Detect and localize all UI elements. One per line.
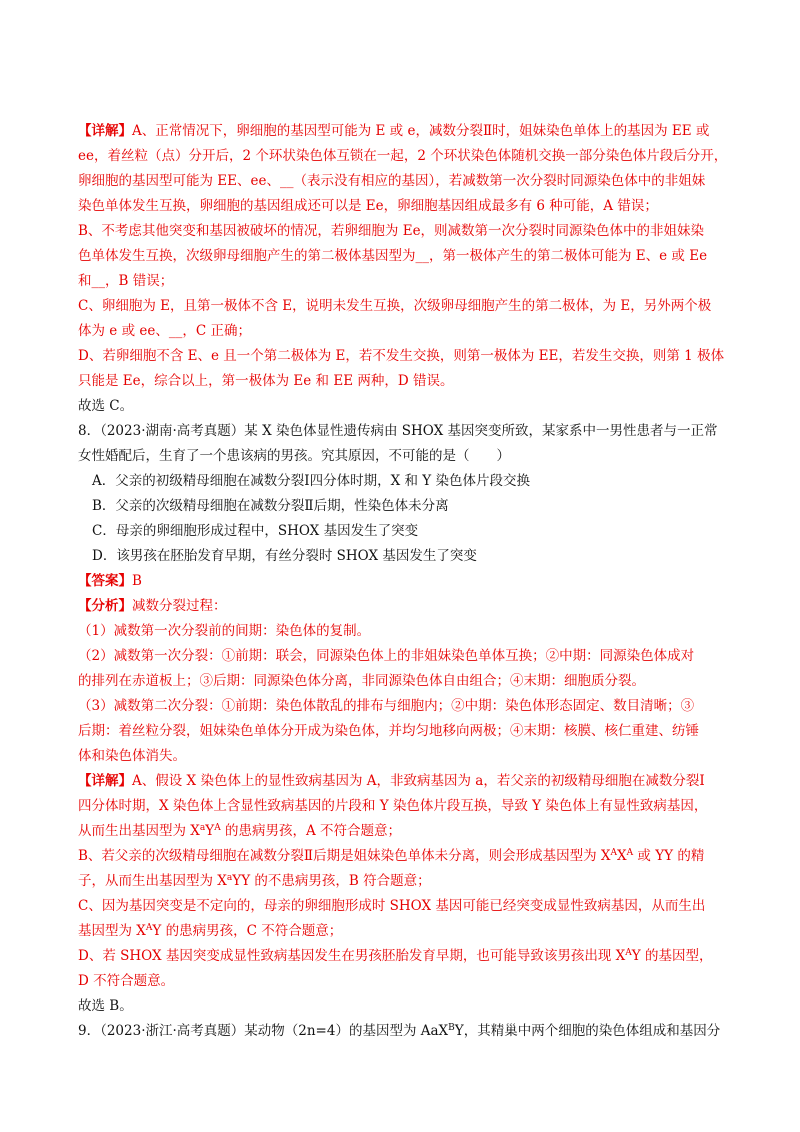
- q7-option-b-line-1: B、不考虑其他突变和基因被破坏的情况，若卵细胞为 Ee，则减数第一次分裂时同源染色体中的非姐妹染: [78, 223, 705, 239]
- q7-detail-line-3: 卵细胞的基因型可能为 EE、ee、__（表示没有相应的基因），若减数第一次分裂时同源染色体中的非姐妹: [78, 173, 706, 189]
- q8-detail-d-line-1: D、若 SHOX 基因突变成显性致病基因发生在男孩胚胎发育早期，也可能导致该男孩出现 $X^AY$ 的基因型，: [78, 948, 713, 964]
- q8-analysis-title: 【分析】减数分裂过程：: [78, 598, 227, 614]
- analysis-label: 【分析】: [78, 598, 132, 614]
- q8-stem-line-1: 8．（2023·湖南·高考真题）某 X 染色体显性遗传病由 SHOX 基因突变所致，某家系中一男性患者与一正常: [78, 423, 718, 439]
- q8-analysis-3-line-1: （3）减数第二次分裂：①前期：染色体散乱的排布与细胞内；②中期：染色体形态固定、数目清晰；③: [78, 698, 695, 714]
- q7-option-b-line-3: 和__，B 错误；: [78, 273, 174, 289]
- q8-stem-line-2: 女性婚配后，生育了一个患该病的男孩。究其原因，不可能的是（ ）: [78, 448, 510, 464]
- q7-option-d-line-2: 只能是 Ee，综合以上，第一极体为 Ee 和 EE 两种，D 错误。: [78, 373, 454, 389]
- q7-detail-line-4: 染色单体发生互换，卵细胞的基因组成还可以是 Ee，卵细胞基因组成最多有 6 种可能，A 错误；: [78, 198, 658, 214]
- q8-analysis-3-line-3: 体和染色体消失。: [78, 748, 186, 764]
- answer-value: B: [132, 573, 142, 589]
- q8-conclusion: 故选 B。: [78, 998, 133, 1014]
- q7-option-d-line-1: D、若卵细胞不含 E、e 且一个第二极体为 E，若不发生交换，则第一极体为 EE，若发生交换，则第 1 极体: [78, 348, 725, 364]
- q8-analysis-1: （1）减数第一次分裂前的间期：染色体的复制。: [78, 623, 371, 639]
- q8-option-c: C．母亲的卵细胞形成过程中，SHOX 基因发生了突变: [92, 523, 419, 539]
- q8-detail-a-line-2: 四分体时期，X 染色体上含显性致病基因的片段和 Y 染色体片段互换，导致 Y 染色体上有显性致病基因，: [78, 798, 708, 814]
- q7-detail-line-1: 【详解】A、正常情况下，卵细胞的基因型可能为 E 或 e，减数分裂Ⅱ时，姐妹染色单体上的基因为 EE 或: [78, 123, 710, 139]
- q8-answer: [78, 571, 142, 591]
- q8-analysis-3-line-2: 后期：着丝粒分裂，姐妹染色单体分开成为染色体，并均匀地移向两极；④末期：核膜、核仁重建、纺锤: [78, 723, 699, 739]
- q8-detail-a-line-3: 从而生出基因型为 $X^aY^A$ 的患病男孩，A 不符合题意；: [78, 823, 402, 839]
- q7-option-c-line-2: 体为 e 或 ee、__，C 正确；: [78, 323, 251, 339]
- q7-conclusion: 故选 C。: [78, 398, 134, 414]
- q8-detail-a-line-1: 【详解】A、假设 X 染色体上的显性致病基因为 A，非致病基因为 a，若父亲的初级精母细胞在减数分裂Ⅰ: [78, 773, 705, 789]
- q8-option-d: D．该男孩在胚胎发育早期，有丝分裂时 SHOX 基因发生了突变: [92, 548, 477, 564]
- q7-option-c-line-1: C、卵细胞为 E，且第一极体不含 E，说明未发生互换，次级卵母细胞产生的第二极体，为 E，另外两个极: [78, 298, 712, 314]
- q8-option-b: B．父亲的次级精母细胞在减数分裂Ⅱ后期，性染色体未分离: [92, 498, 449, 514]
- q8-detail-d-line-2: D 不符合题意。: [78, 973, 175, 989]
- q8-detail-c-line-2: 基因型为 $X^AY$ 的患病男孩，C 不符合题意；: [78, 923, 343, 939]
- q8-analysis-2-line-2: 的排列在赤道板上；③后期：同源染色体分离，非同源染色体自由组合；④末期：细胞质分裂。: [78, 673, 645, 689]
- q8-analysis-2-line-1: （2）减数第一次分裂：①前期：联会，同源染色体上的非姐妹染色单体互换；②中期：同源染色体成对: [78, 648, 695, 664]
- q8-detail-b-line-2: 子，从而生出基因型为 $X^aYY$ 的不患病男孩，B 符合题意；: [78, 873, 431, 889]
- q7-option-b-line-2: 色单体发生互换，次级卵母细胞产生的第二极体基因型为__，第一极体产生的第二极体可能为 E、e 或 Ee: [78, 248, 708, 264]
- q7-detail-line-2: ee，着丝粒（点）分开后，2 个环状染色体互锁在一起，2 个环状染色体随机交换一部分染色体片段后分开，: [78, 148, 728, 164]
- q8-detail-b-line-1: B、若父亲的次级精母细胞在减数分裂Ⅱ后期是姐妹染色单体未分离，则会形成基因型为 $X^AX^A$ 或 YY 的精: [78, 848, 705, 864]
- q8-option-a: A．父亲的初级精母细胞在减数分裂Ⅰ四分体时期，X 和 Y 染色体片段交换: [92, 473, 530, 489]
- answer-label: 【答案】: [78, 573, 132, 589]
- detail-label: 【详解】: [78, 123, 132, 139]
- q8-detail-c-line-1: C、因为基因突变是不定向的，母亲的卵细胞形成时 SHOX 基因可能已经突变成显性致病基因，从而生出: [78, 898, 706, 914]
- q9-stem-line-1: 9．（2023·浙江·高考真题）某动物（2n=4）的基因型为 AaX$^B$Y，其精巢中两个细胞的染色体组成和基因分: [78, 1023, 721, 1039]
- detail-label: 【详解】: [78, 773, 132, 789]
